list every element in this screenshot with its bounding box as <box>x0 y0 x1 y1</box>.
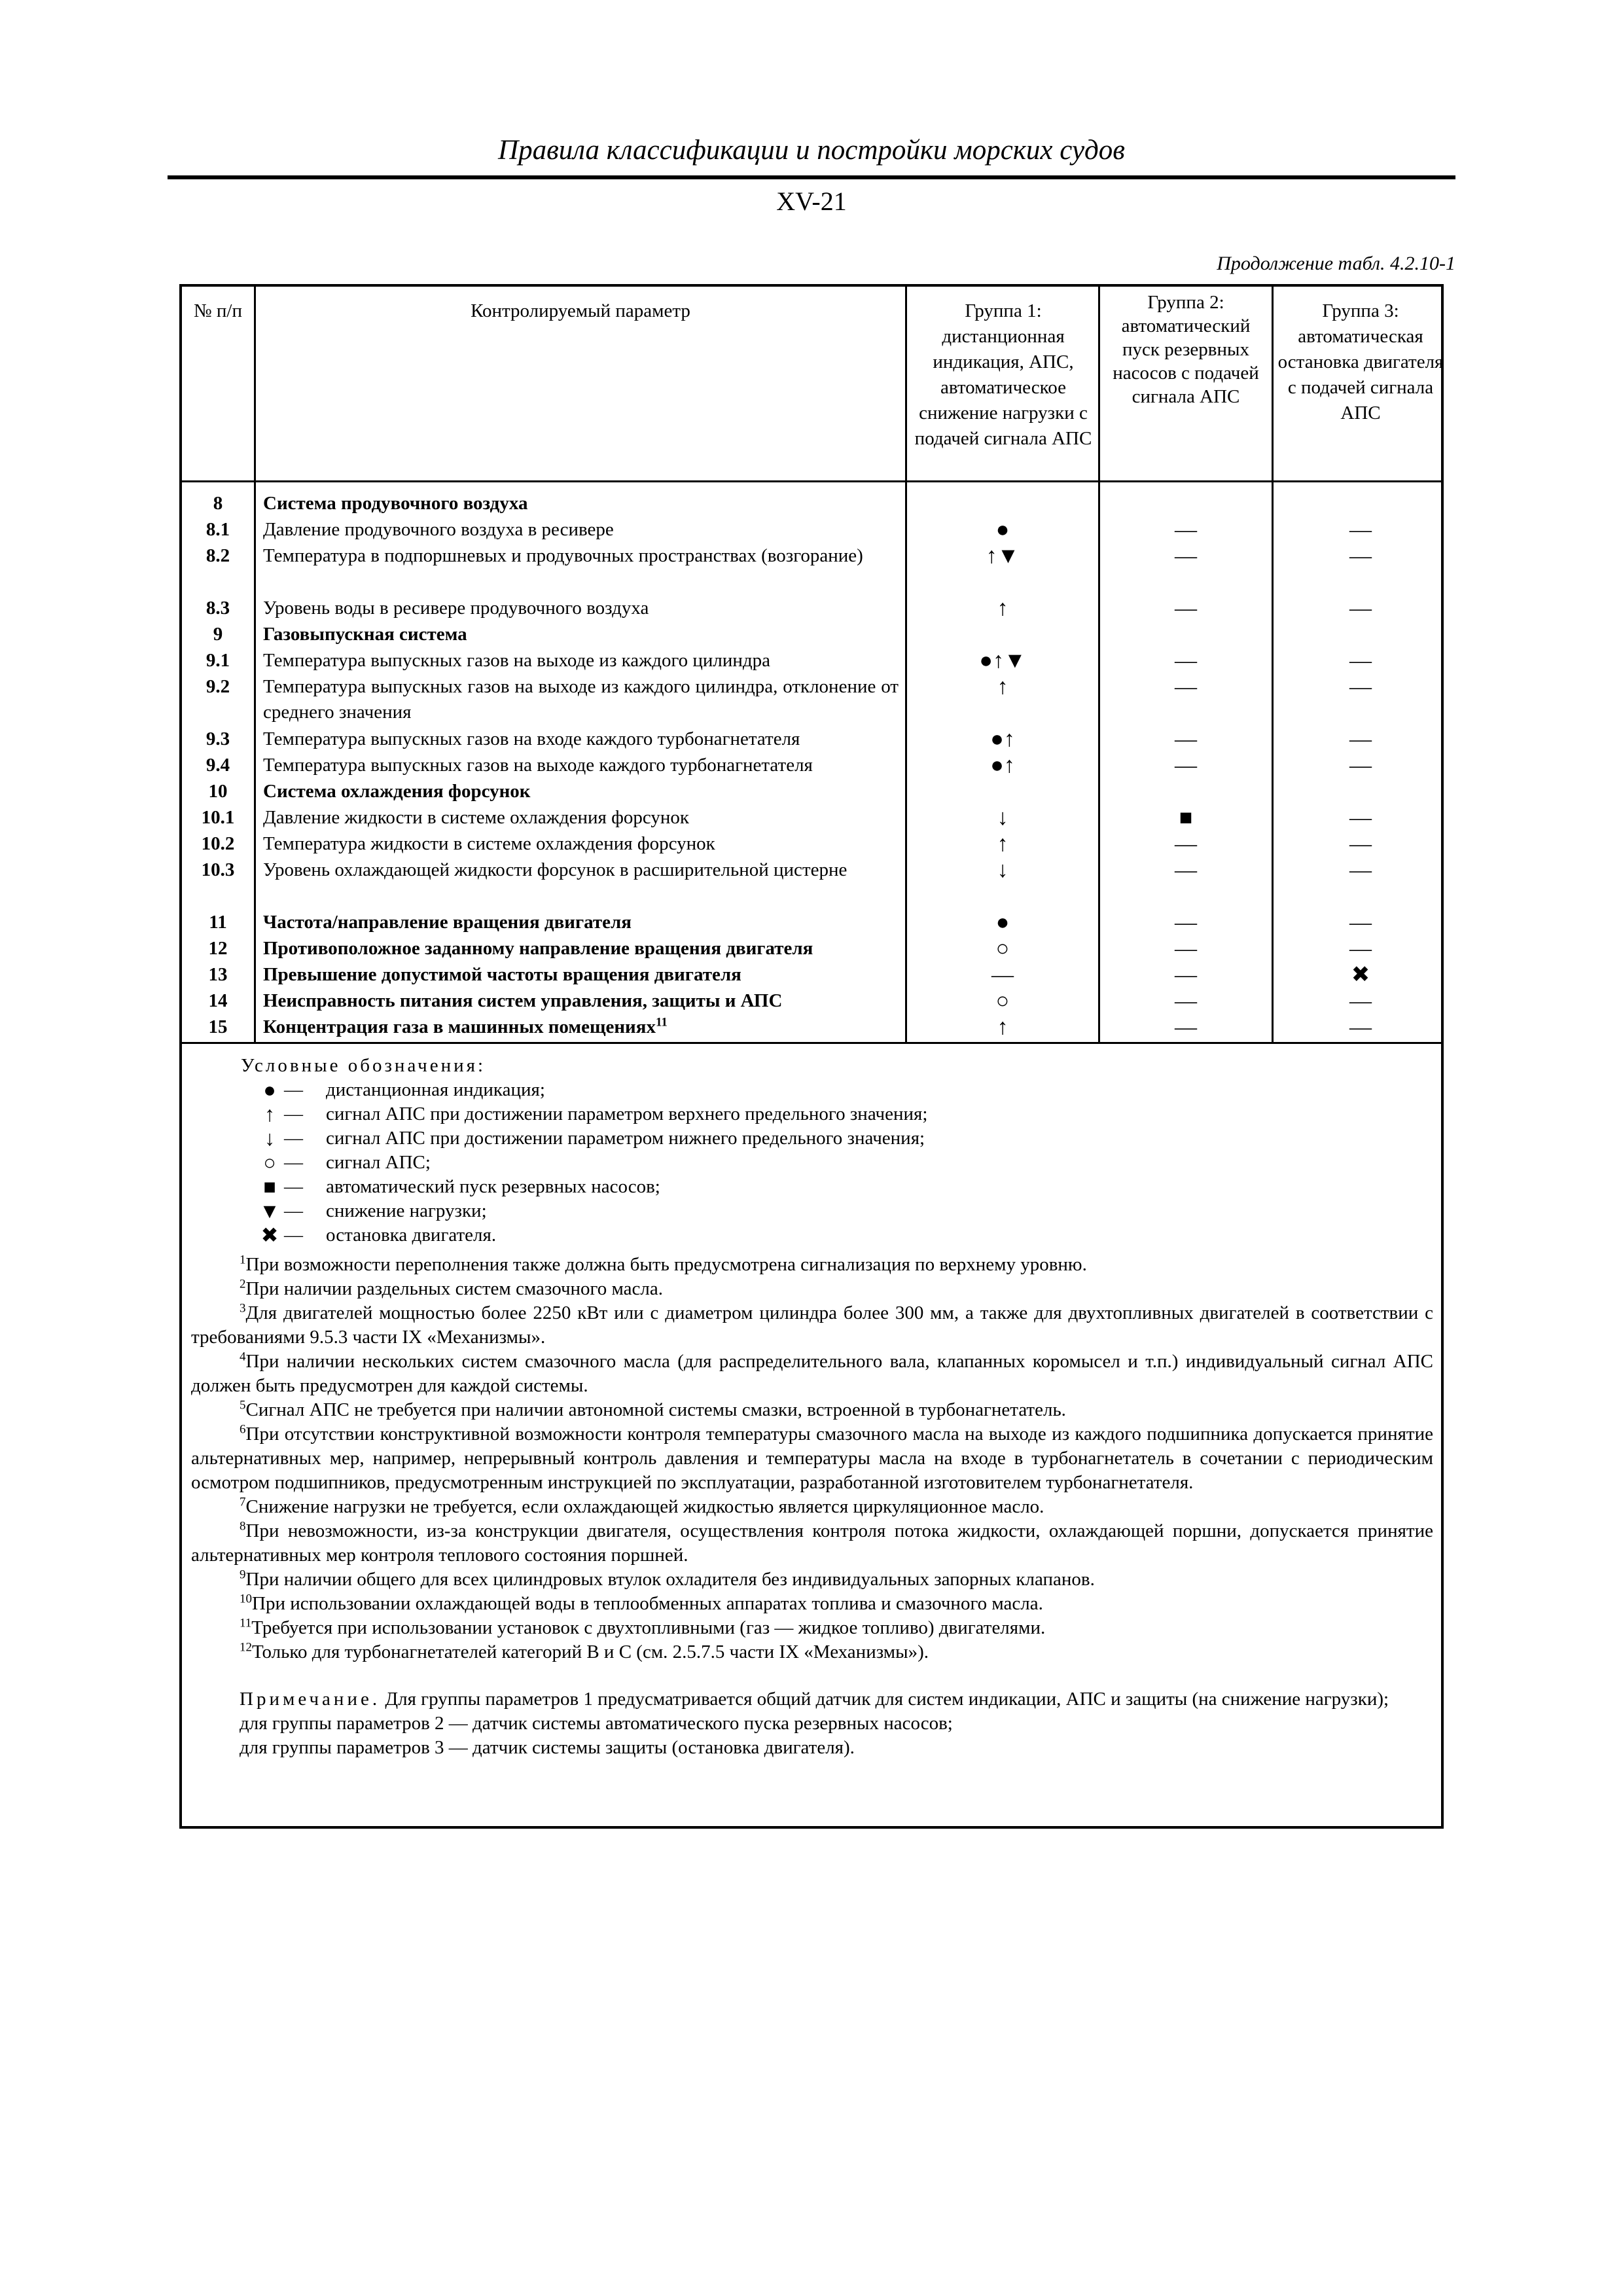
note-line-2: для группы параметров 2 — датчик системы автоматического пуска резервных насосов; <box>240 1713 953 1734</box>
running-header-title: Правила классификации и постройки морских судов <box>498 135 1125 166</box>
row-parameter <box>263 622 899 647</box>
row-parameter <box>263 936 899 961</box>
row-parameter-text: Давление продувочного воздуха в ресивере <box>263 519 614 540</box>
row-parameter-text: Система продувочного воздуха <box>263 493 528 514</box>
legend-dash: — <box>284 1152 303 1173</box>
row-group2-symbol: — <box>1175 596 1197 620</box>
row-group1-symbol: ↑ <box>997 1015 1008 1039</box>
row-group2-symbol: — <box>1175 989 1197 1013</box>
legend-symbol: ● <box>263 1078 276 1102</box>
parameters-table <box>179 284 1444 1829</box>
footnote <box>191 1592 1433 1616</box>
row-number: 10 <box>208 781 228 802</box>
header-group1: Группа 1: дистанционная индикация, АПС, автоматическое снижение нагрузки с подачей сигнала АПС <box>914 300 1092 449</box>
row-number: 12 <box>208 938 228 959</box>
legend-dash: — <box>284 1200 303 1221</box>
row-group1-symbol: — <box>991 963 1014 987</box>
note <box>191 1687 1433 1760</box>
row-parameter <box>263 491 899 516</box>
row-parameter <box>263 962 899 988</box>
footnote-number: 2 <box>240 1277 246 1291</box>
row-number: 9.2 <box>205 676 230 697</box>
row-group3-symbol: — <box>1349 753 1372 778</box>
row-parameter-text: Температура выпускных газов на выходе из каждого цилиндра, отклонение от среднего значения <box>263 676 899 723</box>
row-number: 11 <box>209 912 227 933</box>
row-group2-symbol: — <box>1175 727 1197 751</box>
row-parameter <box>263 543 899 569</box>
footnote-ref: 11 <box>655 1015 668 1030</box>
legend-text: снижение нагрузки; <box>326 1200 487 1221</box>
header-num: № п/п <box>193 300 242 321</box>
note-line-3: для группы параметров 3 — датчик системы защиты (остановка двигателя). <box>240 1737 855 1758</box>
row-number: 9.1 <box>205 650 230 671</box>
row-parameter <box>263 753 899 778</box>
row-parameter-text: Превышение допустимой частоты вращения двигателя <box>263 964 741 985</box>
row-group1-symbol: ↑▼ <box>986 544 1020 568</box>
legend-text: остановка двигателя. <box>326 1225 497 1246</box>
legend-dash: — <box>284 1225 303 1246</box>
row-number: 15 <box>208 1016 228 1037</box>
row-group1-symbol: ↓ <box>997 806 1008 830</box>
row-parameter-text: Газовыпускная система <box>263 624 467 645</box>
row-group2-symbol: ■ <box>1179 806 1193 830</box>
row-number: 14 <box>208 990 228 1011</box>
footnote-text: Сигнал АПС не требуется при наличии автономной системы смазки, встроенной в турбонагнетатель. <box>245 1399 1066 1420</box>
row-number: 9.3 <box>205 728 230 749</box>
legend-dash: — <box>284 1176 303 1197</box>
footnote <box>191 1301 1433 1350</box>
row-group2-symbol: — <box>1175 1015 1197 1039</box>
row-parameter <box>263 779 899 804</box>
row-group3-symbol: — <box>1349 675 1372 699</box>
row-group1-symbol: ↑ <box>997 832 1008 856</box>
footnote <box>191 1253 1433 1277</box>
row-parameter <box>263 1014 899 1040</box>
row-number: 8.2 <box>205 545 230 566</box>
row-parameter <box>263 596 899 621</box>
row-number: 8 <box>213 493 223 514</box>
footnote-number: 12 <box>240 1640 252 1655</box>
legend-text: сигнал АПС при достижении параметром нижнего предельного значения; <box>326 1128 925 1149</box>
row-number: 10.2 <box>201 833 235 854</box>
row-parameter-text: Противоположное заданному направление вращения двигателя <box>263 938 813 959</box>
legend-dash: — <box>284 1079 303 1100</box>
note-text: Для группы параметров 1 предусматривается общий датчик для систем индикации, АПС и защиты (на снижение нагрузки); <box>385 1689 1389 1710</box>
row-group3-symbol: ✖ <box>1351 963 1370 987</box>
table-body-divider <box>182 1042 1441 1044</box>
row-group2-symbol: — <box>1175 544 1197 568</box>
row-parameter-text: Уровень воды в ресивере продувочного воздуха <box>263 598 649 619</box>
footnote-text: Только для турбонагнетателей категорий B и C (см. 2.5.7.5 части IX «Механизмы»). <box>252 1641 929 1662</box>
footnote <box>191 1519 1433 1568</box>
footnote-text: Снижение нагрузки не требуется, если охлаждающей жидкостью является циркуляционное масло. <box>245 1496 1044 1517</box>
legend-item <box>241 1078 1419 1102</box>
legend-symbol: ▼ <box>259 1199 280 1223</box>
legend-text: дистанционная индикация; <box>326 1079 545 1100</box>
row-group1-symbol: ●↑ <box>990 753 1015 778</box>
row-number: 10.1 <box>201 807 235 828</box>
footnote-number: 1 <box>240 1253 246 1267</box>
footnotes <box>191 1253 1433 1664</box>
footnote-text: Требуется при использовании установок с двухтопливными (газ — жидкое топливо) двигателями. <box>251 1617 1046 1638</box>
row-group2-symbol: — <box>1175 753 1197 778</box>
legend-item <box>241 1102 1419 1126</box>
row-group1-symbol: ●↑ <box>990 727 1015 751</box>
row-group2-symbol: — <box>1175 963 1197 987</box>
footnote <box>191 1640 1433 1664</box>
footnote <box>191 1350 1433 1398</box>
row-group3-symbol: — <box>1349 937 1372 961</box>
row-parameter <box>263 726 899 752</box>
footnote-number: 10 <box>240 1592 252 1606</box>
row-parameter-text: Система охлаждения форсунок <box>263 781 531 802</box>
legend-dash: — <box>284 1103 303 1124</box>
row-parameter-text: Температура выпускных газов на выходе каждого турбонагнетателя <box>263 755 813 776</box>
page-number: XV-21 <box>776 187 847 216</box>
row-parameter-text: Температура выпускных газов на входе каждого турбонагнетателя <box>263 728 800 749</box>
footnote-number: 3 <box>240 1301 246 1316</box>
row-number: 9 <box>213 624 223 645</box>
row-group1-symbol: ↑ <box>997 596 1008 620</box>
row-group2-symbol: — <box>1175 858 1197 882</box>
legend-item <box>241 1126 1419 1151</box>
footnote-text: При использовании охлаждающей воды в теплообменных аппаратах топлива и смазочного масла. <box>252 1593 1043 1614</box>
row-parameter <box>263 674 899 725</box>
row-group2-symbol: — <box>1175 937 1197 961</box>
legend-symbol: ○ <box>263 1151 276 1174</box>
legend-symbol: ↓ <box>264 1126 275 1150</box>
row-group2-symbol: — <box>1175 649 1197 673</box>
footnote-number: 9 <box>240 1568 246 1582</box>
footnote-text: При наличии общего для всех цилиндровых втулок охладителя без индивидуальных запорных клапанов. <box>245 1569 1095 1590</box>
row-number: 10.3 <box>201 859 235 880</box>
legend-title: Условные обозначения: <box>241 1055 486 1076</box>
footnote-text: При наличии раздельных систем смазочного масла. <box>245 1278 663 1299</box>
row-number: 9.4 <box>205 755 230 776</box>
row-group1-symbol: ○ <box>995 937 1010 961</box>
legend-item <box>241 1175 1419 1199</box>
row-group1-symbol: ↑ <box>997 675 1008 699</box>
row-parameter <box>263 910 899 935</box>
footnote-number: 11 <box>240 1616 252 1630</box>
note-label: Примечание. <box>240 1689 381 1710</box>
footnote <box>191 1277 1433 1301</box>
header-rule <box>168 175 1455 179</box>
row-group3-symbol: — <box>1349 518 1372 542</box>
row-parameter <box>263 988 899 1014</box>
row-parameter-text: Частота/направление вращения двигателя <box>263 912 632 933</box>
row-parameter <box>263 857 899 883</box>
footnote-text: При невозможности, из-за конструкции двигателя, осуществления контроля потока жидкости, охлаждающей поршни, допускается принятие альтернативных мер контроля теплового состояния поршней. <box>191 1520 1433 1566</box>
footnote <box>191 1495 1433 1519</box>
legend-item <box>241 1199 1419 1223</box>
footnote <box>191 1616 1433 1640</box>
row-parameter-text: Температура жидкости в системе охлаждения форсунок <box>263 833 715 854</box>
row-group3-symbol: — <box>1349 727 1372 751</box>
row-parameter-text: Давление жидкости в системе охлаждения форсунок <box>263 807 689 828</box>
footnote-number: 4 <box>240 1350 246 1364</box>
legend-dash: — <box>284 1128 303 1149</box>
row-number: 13 <box>208 964 228 985</box>
row-group1-symbol: ↓ <box>997 858 1008 882</box>
footnote-text: При возможности переполнения также должна быть предусмотрена сигнализация по верхнему уровню. <box>245 1254 1087 1275</box>
legend-item <box>241 1151 1419 1175</box>
header-divider <box>182 480 1441 482</box>
row-number: 8.3 <box>205 598 230 619</box>
row-group3-symbol: — <box>1349 832 1372 856</box>
header-param: Контролируемый параметр <box>471 300 690 321</box>
row-group3-symbol: — <box>1349 858 1372 882</box>
legend-symbol: ■ <box>263 1175 276 1198</box>
row-group3-symbol: — <box>1349 989 1372 1013</box>
row-group2-symbol: — <box>1175 832 1197 856</box>
header-group3: Группа 3: автоматическая остановка двигателя с подачей сигнала АПС <box>1277 300 1444 423</box>
row-parameter <box>263 831 899 857</box>
row-group2-symbol: — <box>1175 675 1197 699</box>
row-group1-symbol: ○ <box>995 989 1010 1013</box>
header-group2: Группа 2: автоматический пуск резервных насосов с подачей сигнала АПС <box>1113 292 1259 407</box>
footnote <box>191 1422 1433 1495</box>
legend-item <box>241 1223 1419 1247</box>
row-parameter-text: Температура в подпоршневых и продувочных пространствах (возгорание) <box>263 545 863 566</box>
footnote-number: 8 <box>240 1519 246 1534</box>
row-parameter-text: Уровень охлаждающей жидкости форсунок в расширительной цистерне <box>263 859 847 880</box>
footnote-text: При отсутствии конструктивной возможности контроля температуры смазочного масла на выходе из каждого подшипника допускается принятие альтернативных мер, например, непрерывный контроль давления и температуры масла на входе в турбонагнетатель в сочетании с периодическим осмотром подшипников, предусмотренным инструкцией по эксплуатации, разработанной изготовителем турбонагнетателя. <box>191 1424 1433 1493</box>
table-continuation-label: Продолжение табл. 4.2.10-1 <box>1217 253 1455 274</box>
row-group3-symbol: — <box>1349 806 1372 830</box>
footnote-text: При наличии нескольких систем смазочного масла (для распределительного вала, клапанных коромысел и т.п.) индивидуальный сигнал АПС должен быть предусмотрен для каждой системы. <box>191 1351 1433 1396</box>
row-group3-symbol: — <box>1349 649 1372 673</box>
column-divider <box>254 287 256 1044</box>
legend-text: автоматический пуск резервных насосов; <box>326 1176 660 1197</box>
row-parameter-text: Неисправность питания систем управления, защиты и АПС <box>263 990 783 1011</box>
row-parameter-text: Концентрация газа в машинных помещениях <box>263 1016 656 1037</box>
row-group3-symbol: — <box>1349 910 1372 935</box>
row-parameter <box>263 648 899 673</box>
footnote-number: 7 <box>240 1495 246 1509</box>
legend-text: сигнал АПС; <box>326 1152 431 1173</box>
row-parameter <box>263 805 899 831</box>
legend-items <box>241 1078 1419 1247</box>
row-group3-symbol: — <box>1349 596 1372 620</box>
row-group2-symbol: — <box>1175 910 1197 935</box>
row-parameter <box>263 517 899 543</box>
footnote <box>191 1398 1433 1422</box>
row-parameter-text: Температура выпускных газов на выходе из каждого цилиндра <box>263 650 771 671</box>
legend-symbol: ↑ <box>264 1102 275 1126</box>
row-group2-symbol: — <box>1175 518 1197 542</box>
legend-symbol: ✖ <box>260 1223 279 1247</box>
legend-text: сигнал АПС при достижении параметром верхнего предельного значения; <box>326 1103 928 1124</box>
row-group1-symbol: ● <box>995 910 1010 935</box>
row-group3-symbol: — <box>1349 1015 1372 1039</box>
row-group3-symbol: — <box>1349 544 1372 568</box>
footnote-number: 6 <box>240 1422 246 1437</box>
row-number: 8.1 <box>205 519 230 540</box>
legend <box>241 1054 1419 1247</box>
row-group1-symbol: ●↑▼ <box>979 649 1026 673</box>
row-group1-symbol: ● <box>995 518 1010 542</box>
footnote-text: Для двигателей мощностью более 2250 кВт или с диаметром цилиндра более 300 мм, а также для двухтопливных двигателей в соответствии с требованиями 9.5.3 части IX «Механизмы». <box>191 1302 1433 1348</box>
footnote <box>191 1568 1433 1592</box>
footnote-number: 5 <box>240 1398 246 1412</box>
